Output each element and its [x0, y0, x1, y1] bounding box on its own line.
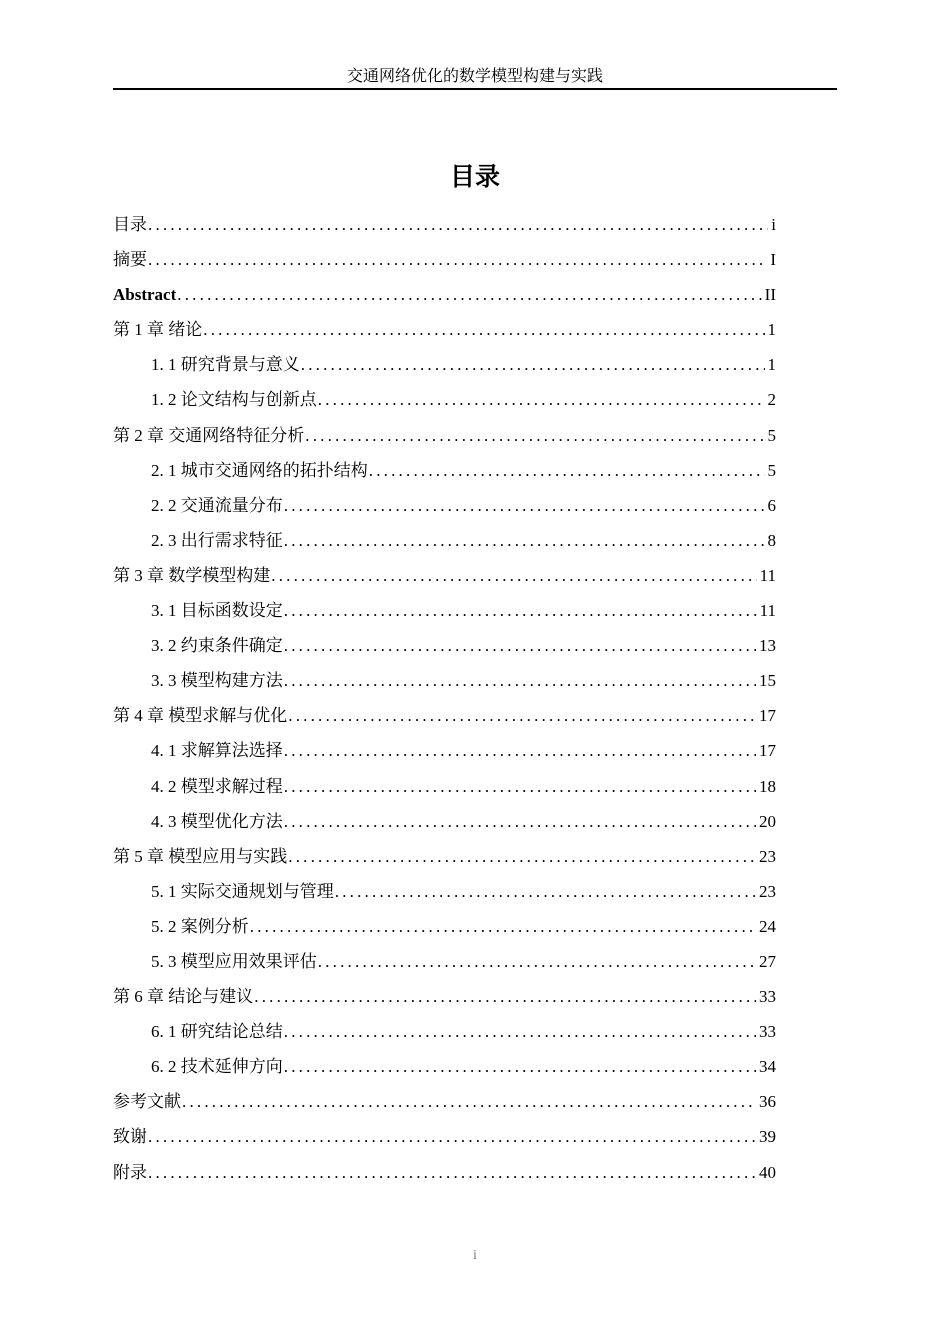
toc-dot-leader	[284, 663, 756, 698]
toc-dot-leader	[148, 242, 767, 277]
toc-entry-label: 附录	[113, 1162, 147, 1182]
toc-dot-leader	[284, 593, 757, 628]
toc-entry[interactable]	[113, 347, 776, 382]
toc-entry[interactable]	[113, 628, 776, 663]
toc-entry[interactable]	[113, 593, 776, 628]
toc-entry-page: 18	[759, 776, 776, 796]
toc-entry-label: 第 2 章 交通网络特征分析	[113, 425, 305, 445]
toc-entry-page: 17	[759, 706, 776, 726]
toc-dot-leader	[284, 1014, 756, 1049]
toc-entry-page: i	[771, 215, 776, 234]
toc-entry-page: 1	[767, 355, 776, 375]
toc-entry-page: 34	[759, 1057, 776, 1077]
toc-entry-label: 1. 1 研究背景与意义	[151, 355, 300, 375]
toc-entry-label: 第 1 章 绪论	[113, 320, 203, 340]
toc-entry[interactable]	[113, 1014, 776, 1049]
toc-entry-label: 6. 1 研究结论总结	[151, 1022, 283, 1042]
toc-entry-label: 4. 3 模型优化方法	[151, 811, 283, 831]
toc-entry[interactable]	[113, 839, 776, 874]
toc-entry-page: 15	[759, 671, 776, 691]
toc-entry-page: 17	[759, 741, 776, 761]
toc-entry[interactable]	[113, 944, 776, 979]
toc-entry-label: 3. 1 目标函数设定	[151, 601, 283, 621]
toc-entry-page: 8	[767, 530, 776, 550]
toc-entry[interactable]	[113, 382, 776, 417]
toc-entry-label: 1. 2 论文结构与创新点	[151, 390, 317, 410]
toc-entry-label: 5. 1 实际交通规划与管理	[151, 881, 334, 901]
toc-entry[interactable]	[113, 312, 776, 347]
toc-entry[interactable]	[113, 698, 776, 733]
toc-entry-page: 23	[759, 846, 776, 866]
toc-dot-leader	[148, 1119, 756, 1154]
toc-entry-page: II	[764, 285, 776, 305]
toc-dot-leader	[305, 418, 764, 453]
toc-dot-leader	[288, 839, 756, 874]
toc-entry-label: 3. 3 模型构建方法	[151, 671, 283, 691]
toc-entry[interactable]	[113, 488, 776, 523]
toc-entry-label: 第 3 章 数学模型构建	[113, 565, 271, 585]
toc-entry[interactable]	[113, 1155, 776, 1190]
toc-entry-label: 3. 2 约束条件确定	[151, 636, 283, 656]
toc-entry[interactable]	[113, 418, 776, 453]
toc-dot-leader	[288, 698, 756, 733]
toc-dot-leader	[203, 312, 764, 347]
toc-dot-leader	[369, 453, 765, 488]
toc-entry[interactable]	[113, 207, 776, 242]
toc-dot-leader	[284, 769, 756, 804]
toc-entry[interactable]	[113, 523, 776, 558]
toc-entry-label: 第 6 章 结论与建议	[113, 987, 254, 1007]
toc-entry[interactable]	[113, 909, 776, 944]
toc-dot-leader	[284, 804, 756, 839]
header-rule	[113, 88, 837, 90]
toc-entry-label: 2. 1 城市交通网络的拓扑结构	[151, 460, 368, 480]
toc-entry[interactable]	[113, 1049, 776, 1084]
toc-entry-label: 4. 2 模型求解过程	[151, 776, 283, 796]
toc-entry-label: 第 4 章 模型求解与优化	[113, 706, 288, 726]
toc-dot-leader	[284, 733, 756, 768]
toc-dot-leader	[335, 874, 756, 909]
toc-entry-label: 6. 2 技术延伸方向	[151, 1057, 283, 1077]
toc-dot-leader	[250, 909, 756, 944]
toc-dot-leader	[271, 558, 756, 593]
toc-dot-leader	[284, 488, 765, 523]
toc-entry-page: 24	[759, 916, 776, 936]
toc-entry-page: 39	[759, 1127, 776, 1147]
toc-entry[interactable]	[113, 242, 776, 277]
toc-entry[interactable]	[113, 558, 776, 593]
toc-list	[113, 207, 776, 1190]
toc-entry[interactable]	[113, 277, 776, 312]
page-number: i	[473, 1248, 477, 1263]
toc-dot-leader	[177, 277, 761, 312]
toc-entry-page: 11	[759, 565, 776, 585]
toc-dot-leader	[318, 382, 765, 417]
toc-entry-page: 11	[759, 601, 776, 621]
toc-dot-leader	[284, 628, 756, 663]
toc-title: 目录	[449, 164, 500, 191]
toc-entry-label: 5. 3 模型应用效果评估	[151, 951, 317, 971]
toc-entry[interactable]	[113, 804, 776, 839]
toc-entry-page: 6	[767, 495, 776, 515]
toc-dot-leader	[284, 523, 765, 558]
toc-entry-page: 33	[759, 987, 776, 1007]
toc-entry-label: 第 5 章 模型应用与实践	[113, 846, 288, 866]
toc-entry-label: 5. 2 案例分析	[151, 916, 249, 936]
toc-entry-label: 2. 2 交通流量分布	[151, 495, 283, 515]
toc-entry[interactable]	[113, 979, 776, 1014]
toc-dot-leader	[254, 979, 756, 1014]
toc-dot-leader	[318, 944, 756, 979]
toc-entry-page: I	[770, 250, 776, 270]
toc-entry-page: 20	[759, 811, 776, 831]
running-header: 交通网络优化的数学模型构建与实践	[346, 68, 603, 85]
toc-entry[interactable]	[113, 769, 776, 804]
toc-entry-page: 36	[759, 1092, 776, 1112]
toc-entry-label: 参考文献	[113, 1092, 181, 1112]
toc-entry[interactable]	[113, 1084, 776, 1119]
toc-entry[interactable]	[113, 733, 776, 768]
toc-entry-page: 27	[759, 951, 776, 971]
toc-dot-leader	[182, 1084, 756, 1119]
toc-entry-page: 5	[767, 425, 776, 445]
toc-entry-label: Abstract	[113, 285, 177, 305]
toc-entry-label: 目录	[113, 215, 147, 234]
toc-entry-page: 23	[759, 881, 776, 901]
toc-dot-leader	[148, 1155, 756, 1190]
toc-dot-leader	[148, 207, 768, 242]
toc-entry[interactable]	[113, 663, 776, 698]
toc-entry-label: 4. 1 求解算法选择	[151, 741, 283, 761]
toc-entry-label: 致谢	[113, 1127, 147, 1147]
toc-entry-page: 13	[759, 636, 776, 656]
toc-dot-leader	[301, 347, 765, 382]
toc-entry-page: 2	[767, 390, 776, 410]
toc-entry[interactable]	[113, 874, 776, 909]
toc-entry-label: 2. 3 出行需求特征	[151, 530, 283, 550]
toc-entry-page: 5	[767, 460, 776, 480]
toc-entry-page: 1	[767, 320, 776, 340]
toc-dot-leader	[284, 1049, 756, 1084]
toc-entry-label: 摘要	[113, 250, 147, 270]
toc-entry-page: 33	[759, 1022, 776, 1042]
toc-entry-page: 40	[759, 1162, 776, 1182]
toc-entry[interactable]	[113, 453, 776, 488]
toc-entry[interactable]	[113, 1119, 776, 1154]
